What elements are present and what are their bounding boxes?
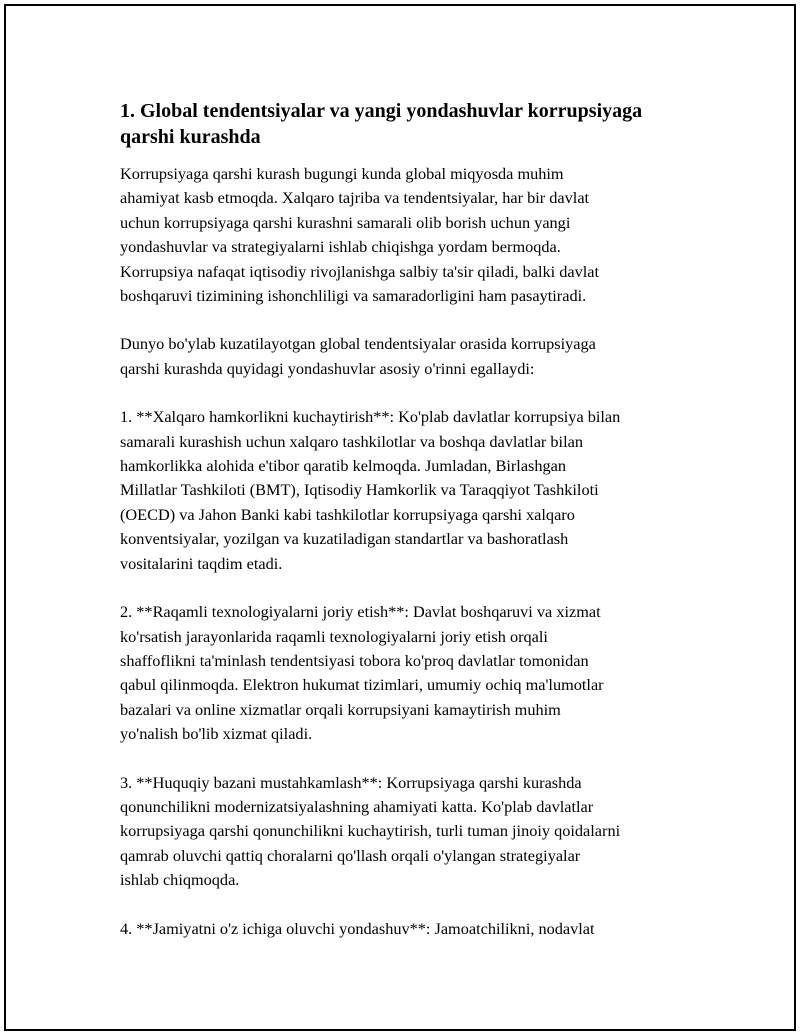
document-content bbox=[120, 98, 692, 965]
list-item-legal-framework: 3. **Huquqiy bazani mustahkamlash**: Korrupsiyaga qarshi kurashda qonunchilikni modernizatsiyalashning ahamiyati katta. Ko'plab davlatlar korrupsiyaga qarshi qonunchilikni kuchaytirish, turli tuman jinoiy qoidalarni qamrab oluvchi qattiq choralarni qo'llash orqali o'ylangan strategiyalar ishlab chiqmoqda. bbox=[120, 772, 621, 890]
list-item-digital-technologies: 2. **Raqamli texnologiyalarni joriy etish**: Davlat boshqaruvi va xizmat ko'rsatish jarayonlarida raqamli texnologiyalarni joriy etish orqali shaffoflikni ta'minlash tendentsiyasi tobora ko'proq davlatlar tomonidan qabul qilinmoqda. Elektron hukumat tizimlari, umumiy ochiq ma'lumotlar bazalari va online xizmatlar orqali korrupsiyani kamaytirish muhim yo'nalish bo'lib xizmat qiladi. bbox=[120, 602, 604, 744]
list-item-international-cooperation: 1. **Xalqaro hamkorlikni kuchaytirish**: Ko'plab davlatlar korrupsiya bilan samarali kurashish uchun xalqaro tashkilotlar va boshqa davlatlar bilan hamkorlikka alohida e'tibor qaratib kelmoqda. Jumladan, Birlashgan Millatlar Tashkiloti (BMT), Iqtisodiy Hamkorlik va Taraqqiyot Tashkiloti (OECD) va Jahon Banki kabi tashkilotlar korrupsiyaga qarshi xalqaro konventsiyalar, yozilgan va kuzatiladigan standartlar va bashoratlash vositalarini taqdim etadi. bbox=[120, 407, 621, 573]
list-item-society-approach: 4. **Jamiyatni o'z ichiga oluvchi yondashuv**: Jamoatchilikni, nodavlat bbox=[120, 918, 595, 938]
intro-paragraph: Korrupsiyaga qarshi kurash bugungi kunda global miqyosda muhim ahamiyat kasb etmoqda. Xalqaro tajriba va tendentsiyalar, har bir davlat uchun korrupsiyaga qarshi kurashni samarali olib borish uchun yangi yondashuvlar va strategiyalarni ishlab chiqishga yordam bermoqda. Korrupsiya nafaqat iqtisodiy rivojlanishga salbiy ta'sir qiladi, balki davlat boshqaruvi tizimining ishonchliligi va samaradorligini ham pasaytiradi. bbox=[120, 164, 600, 306]
trends-intro-paragraph: Dunyo bo'ylab kuzatilayotgan global tendentsiyalar orasida korrupsiyaga qarshi kurashda quyidagi yondashuvlar asosiy o'rinni egallaydi: bbox=[120, 334, 596, 378]
section-heading: 1. Global tendentsiyalar va yangi yondashuvlar korrupsiyaga qarshi kurashda bbox=[120, 100, 643, 148]
document-page bbox=[4, 4, 796, 1031]
